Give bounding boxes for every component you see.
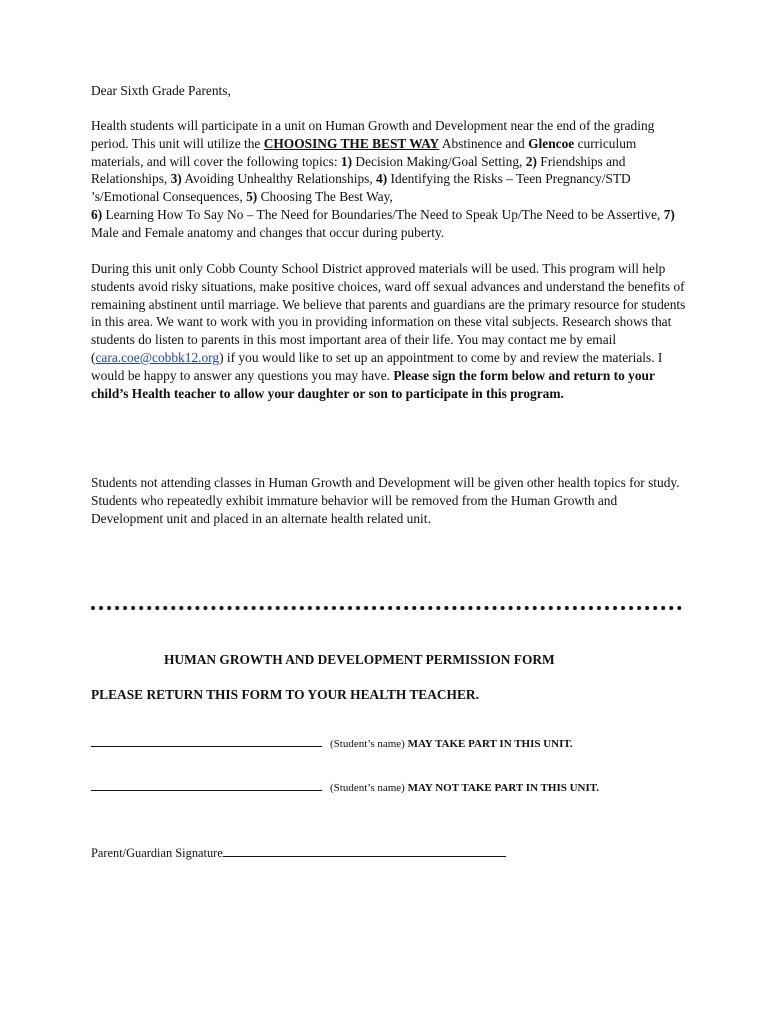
- topic-number: 3): [170, 171, 182, 187]
- topic-7: Male and Female anatomy and changes that occur during puberty.: [91, 224, 445, 240]
- topic-number: 2): [525, 153, 537, 169]
- topic-number: 5): [246, 189, 258, 205]
- email-link[interactable]: cara.coe@cobbk12.org: [95, 349, 220, 365]
- topic-1: Decision Making/Goal Setting,: [352, 153, 526, 169]
- signature-label: Parent/Guardian Signature: [91, 846, 223, 860]
- topic-number: 4): [376, 171, 388, 187]
- student-name-blank[interactable]: [91, 736, 322, 747]
- curriculum-name: CHOOSING THE BEST WAY: [263, 135, 440, 151]
- topic-2: Friendships and Relationships,: [91, 153, 626, 187]
- form-title: HUMAN GROWTH AND DEVELOPMENT PERMISSION FORM: [164, 652, 555, 667]
- cut-line-divider: [91, 606, 682, 610]
- student-name-label: (Student’s name): [330, 782, 408, 794]
- text-run: curriculum materials, and will cover the following topics:: [91, 135, 637, 169]
- student-name-label: (Student’s name): [330, 738, 408, 750]
- topic-6: Learning How To Say No – The Need for Boundaries/The Need to Speak Up/The Need to be Assertive,: [102, 206, 664, 222]
- topic-number: 1): [340, 153, 353, 169]
- text-run: Abstinence and: [439, 135, 529, 151]
- may-participate-row: [91, 736, 573, 754]
- paragraph-alternate: Students not attending classes in Human Growth and Development will be given other health topics for study. Students who repeatedly exhibit immature behavior will be removed from the Human Growth and Development unit and placed in an alternate health related unit.: [91, 475, 680, 526]
- text-run: During this unit only Cobb County School District approved materials will be used. This program will help students avoid risky situations, make positive choices, ward off sexual advances and understand the benefits of remaining abstinent until marriage. We believe that parents and guardians are the primary resource for students in this area. We want to work with you in providing information on these vital subjects. Research shows that students do listen to parents in this most important area of their life. You may contact me by email (: [91, 261, 686, 365]
- paragraph-program: [91, 260, 686, 402]
- topic-3: Avoiding Unhealthy Relationships,: [181, 171, 377, 187]
- text-run: ) if you would like to set up an appointment to come by and review the materials. I would be happy to answer any questions you may have.: [91, 349, 663, 383]
- publisher-name: Glencoe: [528, 135, 575, 151]
- topic-5: Choosing The Best Way,: [257, 189, 393, 205]
- salutation: Dear Sixth Grade Parents,: [91, 83, 231, 98]
- may-not-participate-row: [91, 780, 599, 798]
- paragraph-intro: [91, 117, 686, 242]
- topic-number: 6): [91, 206, 103, 222]
- signature-blank[interactable]: [223, 846, 506, 857]
- form-instruction: PLEASE RETURN THIS FORM TO YOUR HEALTH TEACHER.: [91, 687, 479, 702]
- student-name-blank[interactable]: [91, 780, 322, 791]
- participation-status: MAY NOT TAKE PART IN THIS UNIT.: [407, 782, 600, 794]
- participation-status: MAY TAKE PART IN THIS UNIT.: [407, 738, 573, 750]
- text-run: Health students will participate in a unit on Human Growth and Development near the end of the grading period. This unit will utilize the: [91, 118, 655, 151]
- signature-row: [91, 845, 506, 863]
- topic-number: 7): [663, 206, 675, 222]
- sign-instruction: Please sign the form below and return to your child’s Health teacher to allow your daughter or son to participate in this program.: [91, 367, 655, 401]
- topic-4: Identifying the Risks – Teen Pregnancy/STD ’s/Emotional Consequences,: [91, 171, 631, 205]
